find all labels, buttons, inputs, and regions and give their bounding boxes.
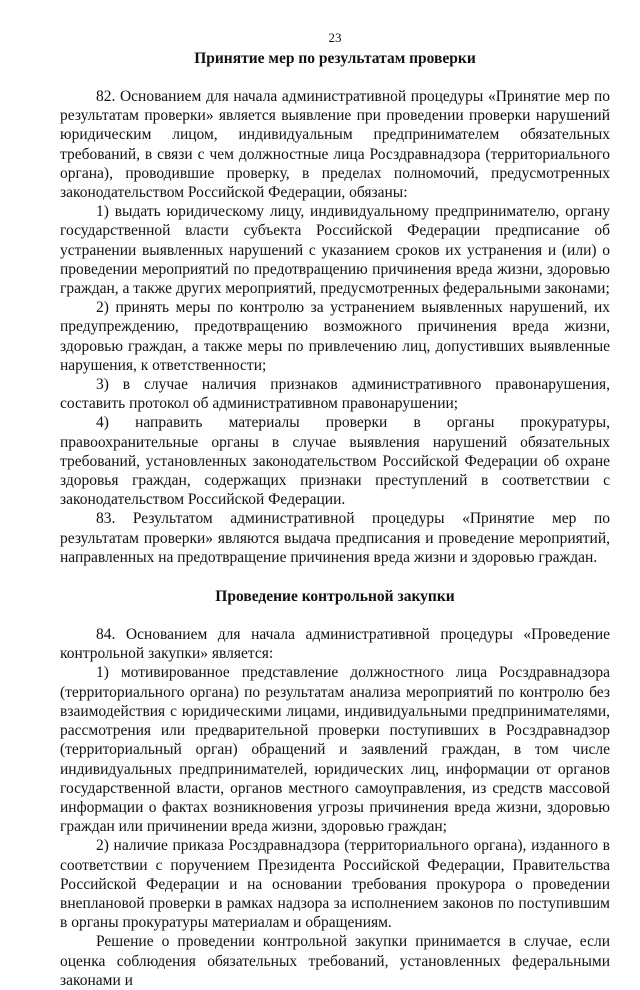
paragraph-82-item-1: 1) выдать юридическому лицу, индивидуальному предпринимателю, органу государственной власти субъекта Российской Федерации предписание об устранении выявленных нарушений с указанием сроков их устранения и (или) о проведении мероприятий по предотвращению причинения вреда жизни, здоровью граждан, а также других мероприятий, предусмотренных федеральными законами; (60, 203, 610, 298)
section-heading-control-purchase: Проведение контрольной закупки (215, 588, 455, 606)
paragraph-84: 84. Основанием для начала административной процедуры «Проведение контрольной закупки» является: (60, 626, 610, 663)
paragraph-82: 82. Основанием для начала административной процедуры «Принятие мер по результатам проверки» является выявление при проведении проверки нарушений юридическим лицом, индивидуальным предпринимателем обязательных требований, в связи с чем должностные лица Росздравнадзора (территориального органа), проводившие проверку, в пределах полномочий, предусмотренных законодательством Российской Федерации, обязаны: (60, 88, 610, 202)
paragraph-84-item-2: 2) наличие приказа Росздравнадзора (территориального органа), изданного в соответствии с поручением Президента Российской Федерации, Правительства Российской Федерации и на основании требования прокурора о проведении внеплановой проверки в рамках надзора за исполнением законов по поступившим в органы прокуратуры материалам и обращениям. (60, 837, 610, 932)
paragraph-84-item-1: 1) мотивированное представление должностного лица Росздравнадзора (территориального органа) по результатам анализа мероприятий по контролю без взаимодействия с юридическими лицами, индивидуальными предпринимателями, рассмотрения или предварительной проверки поступивших в Росздравнадзор (территориальный орган) обращений и заявлений граждан, в том числе индивидуальных предпринимателей, юридических лиц, информации от органов государственной власти, органов местного самоуправления, из средств массовой информации о фактах возникновения угрозы причинения вреда жизни, здоровью граждан или причинении вреда жизни, здоровью граждан; (60, 664, 610, 836)
paragraph-82-item-4: 4) направить материалы проверки в органы прокуратуры, правоохранительные органы в случае выявления нарушений обязательных требований, установленных законодательством Российской Федерации об охране здоровья граждан, содержащих признаки преступлений в соответствии с законодательством Российской Федерации. (60, 414, 610, 509)
paragraph-82-item-3: 3) в случае наличия признаков административного правонарушения, составить протокол об административном правонарушении; (60, 376, 610, 413)
paragraph-82-item-2: 2) принять меры по контролю за устранением выявленных нарушений, их предупреждению, предотвращению возможного причинения вреда жизни, здоровью граждан, а также меры по привлечению лиц, допустивших выявленные нарушения, к ответственности; (60, 299, 610, 374)
section-heading-measures: Принятие мер по результатам проверки (194, 50, 476, 67)
document-page (60, 30, 610, 990)
paragraph-decision: Решение о проведении контрольной закупки принимается в случае, если оценка соблюдения обязательных требований, установленных федеральными законами и (60, 933, 610, 989)
page-number: 23 (328, 30, 342, 45)
paragraph-83: 83. Результатом административной процедуры «Принятие мер по результатам проверки» являются выдача предписания и проведение мероприятий, направленных на предотвращение причинения вреда жизни и здоровью граждан. (60, 510, 610, 566)
